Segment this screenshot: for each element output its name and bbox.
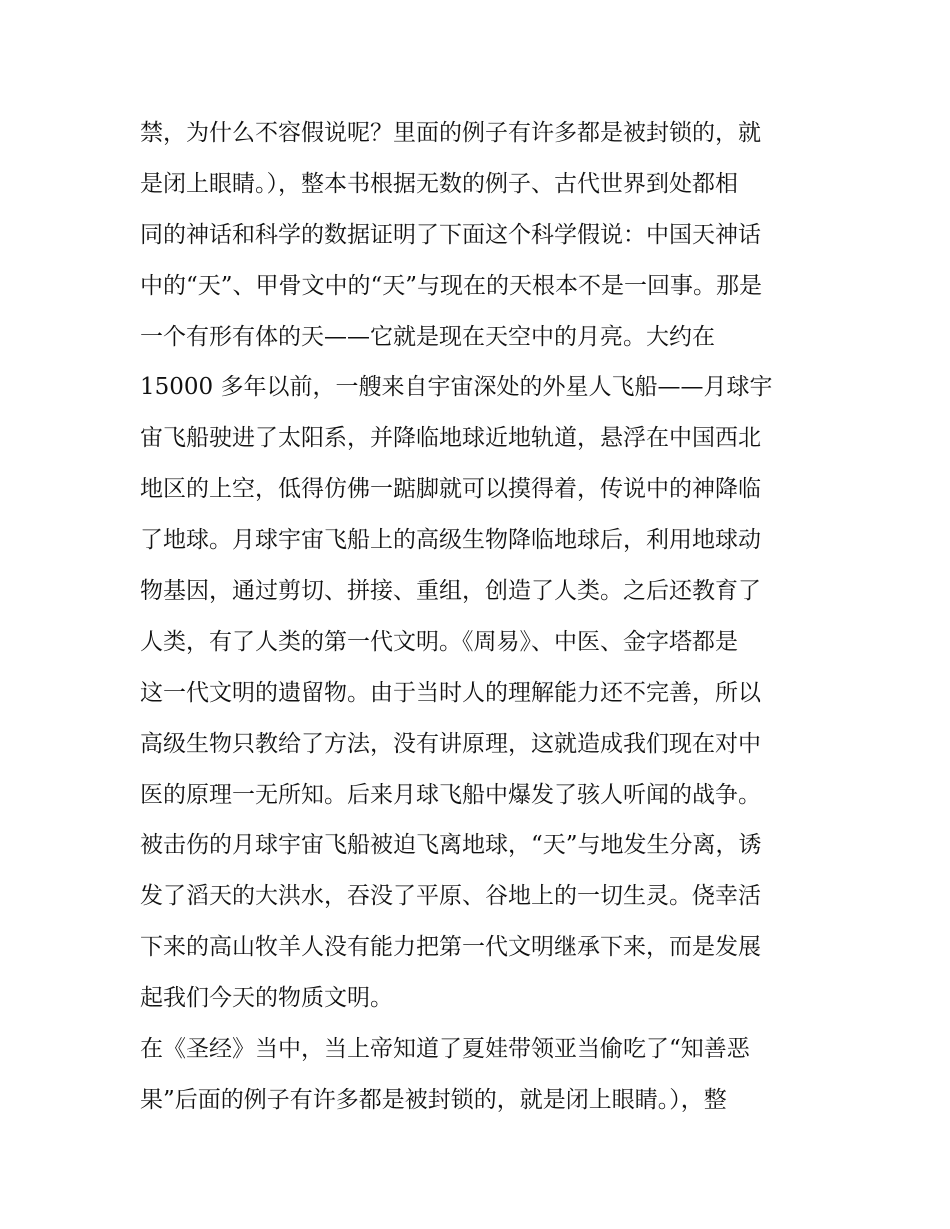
text-line: 15000 多年以前，一艘来自宇宙深处的外星人飞船——月球宇 bbox=[140, 374, 773, 401]
text-line: 是闭上眼睛。），整本书根据无数的例子、古代世界到处都相 bbox=[140, 170, 738, 197]
text-line: 这一代文明的遗留物。由于当时人的理解能力还不完善，所以 bbox=[140, 679, 761, 706]
text-line: 果”后面的例子有许多都是被封锁的，就是闭上眼睛。），整 bbox=[140, 1086, 727, 1113]
text-line: 医的原理一无所知。后来月球飞船中爆发了骇人听闻的战争。 bbox=[140, 781, 761, 808]
text-line: 禁，为什么不容假说呢？里面的例子有许多都是被封锁的，就 bbox=[140, 120, 761, 146]
text-line: 地区的上空，低得仿佛一踮脚就可以摸得着，传说中的神降临 bbox=[140, 476, 761, 503]
text-line: 人类，有了人类的第一代文明。《周易》、中医、金字塔都是 bbox=[140, 628, 738, 655]
body-text bbox=[140, 108, 830, 1126]
text-line: 物基因，通过剪切、拼接、重组，创造了人类。之后还教育了 bbox=[140, 578, 761, 605]
text-line: 中的“天”、甲骨文中的“天”与现在的天根本不是一回事。那是 bbox=[140, 272, 763, 299]
text-line: 被击伤的月球宇宙飞船被迫飞离地球，“天”与地发生分离，诱 bbox=[140, 832, 762, 859]
text-line: 宙飞船驶进了太阳系，并降临地球近地轨道，悬浮在中国西北 bbox=[140, 425, 761, 452]
text-line: 了地球。月球宇宙飞船上的高级生物降临地球后，利用地球动 bbox=[140, 527, 761, 554]
text-line: 起我们今天的物质文明。 bbox=[140, 985, 393, 1012]
text-line: 高级生物只教给了方法，没有讲原理，这就造成我们现在对中 bbox=[140, 730, 761, 757]
text-line: 在《圣经》当中，当上帝知道了夏娃带领亚当偷吃了“知善恶 bbox=[140, 1036, 750, 1063]
text-line: 一个有形有体的天——它就是现在天空中的月亮。大约在 bbox=[140, 323, 715, 350]
text-line: 下来的高山牧羊人没有能力把第一代文明继承下来，而是发展 bbox=[140, 934, 761, 961]
text-line: 发了滔天的大洪水，吞没了平原、谷地上的一切生灵。侥幸活 bbox=[140, 883, 761, 910]
text-line: 同的神话和科学的数据证明了下面这个科学假说：中国天神话 bbox=[140, 221, 761, 248]
